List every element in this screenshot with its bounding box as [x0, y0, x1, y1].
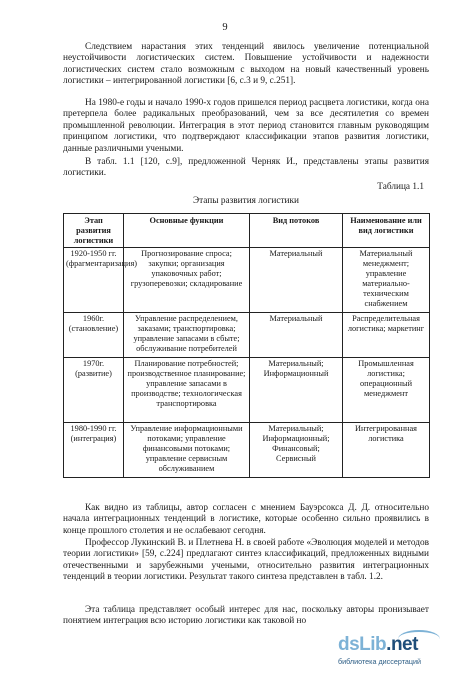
logo-main: dsLib	[338, 634, 387, 655]
table-row	[64, 358, 430, 423]
paragraph-5: Профессор Лукинский В. и Плетнева Н. в своей работе «Эволюция моделей и методов теории логистики» [59, с.224] предлагают синтез классификаций, предложенных видными отечественными и зарубежными учеными, относительно развития интеграционных тенденций в теории логистики. Результат такого синтеза представлен в табл. 1.2.	[63, 538, 429, 583]
cell-name: Распределительная логистика; маркетинг	[343, 313, 430, 358]
paragraph-3: В табл. 1.1 [120, с.9], предложенной Черняк И., представлены этапы развития логистики.	[63, 157, 429, 179]
logistics-stages-table	[63, 213, 430, 478]
table-row	[64, 313, 430, 358]
cell-flows: Материальный; Информационный	[250, 358, 343, 423]
paragraph-6: Эта таблица представляет особый интерес для нас, поскольку авторы пронизывает понятием интеграция всю историю логистики как таковой но	[63, 605, 429, 627]
dslib-logo	[338, 634, 418, 656]
dslib-watermark[interactable]	[338, 630, 444, 670]
cell-flows: Материальный; Информационный; Финансовый; Сервисный	[250, 423, 343, 478]
table-row	[64, 248, 430, 313]
cell-name: Промышленная логистика; операционный менеджмент	[343, 358, 430, 423]
cell-stage: 1980-1990 гг. (интеграция)	[64, 423, 124, 478]
cell-functions: Управление распределением, заказами; транспортировка; управление запасами в сбыте; обслуживание потребителей	[124, 313, 250, 358]
watermark-tagline: библиотека диссертаций	[338, 657, 422, 666]
table-label: Таблица 1.1	[377, 182, 424, 192]
cell-stage: 1970г. (развитие)	[64, 358, 124, 423]
header-functions: Основные функции	[124, 214, 250, 248]
header-flows: Вид потоков	[250, 214, 343, 248]
cell-flows: Материальный	[250, 313, 343, 358]
table-header-row	[64, 214, 430, 248]
header-name: Наименование или вид логистики	[343, 214, 430, 248]
table-row	[64, 423, 430, 478]
cell-functions: Планирование потребностей; производственное планирование; управление запасами в производстве; технологическая транспортировка	[124, 358, 250, 423]
paragraph-4: Как видно из таблицы, автор согласен с мнением Бауэрсокса Д. Д. относительно начала интеграционных тенденций в логистике, которые особенно сильно проявились в конце прошлого столетия и не ослабевают сегодня.	[63, 503, 429, 536]
cell-stage: 1960г. (становление)	[64, 313, 124, 358]
header-stage: Этап развития логистики	[64, 214, 124, 248]
table-caption: Этапы развития логистики	[192, 196, 300, 206]
cell-name: Интегрированная логистика	[343, 423, 430, 478]
page-number: 9	[222, 22, 228, 33]
cell-functions: Прогнозирование спроса; закупки; организация упаковочных работ; грузоперевозки; складирование	[124, 248, 250, 313]
cell-flows: Материальный	[250, 248, 343, 313]
cell-name: Материальный менеджмент; управление материально-техническим снабжением	[343, 248, 430, 313]
cell-functions: Управление информационными потоками; управление финансовыми потоками; управление сервисным обслуживанием	[124, 423, 250, 478]
cell-stage: 1920-1950 гг. (фрагментаризация)	[64, 248, 124, 313]
paragraph-1: Следствием нарастания этих тенденций явилось увеличение потенциальной неустойчивости логистических систем. Повышение устойчивости и надежности логистических систем стало возможным с выходом на новый качественный уровень логистики – интегрированной логистики [6, с.3 и 9, с.251].	[63, 42, 429, 87]
paragraph-2: На 1980-е годы и начало 1990-х годов пришелся период расцвета логистики, когда она претерпела более радикальных преобразований, чем за все десятилетия со времен промышленной революции. Интеграция в этот период становится главным руководящим принципом логистики, что подтверждают классификации этапов развития логистики, данные различными учеными.	[63, 98, 429, 154]
logo-suffix: .net	[386, 634, 418, 655]
